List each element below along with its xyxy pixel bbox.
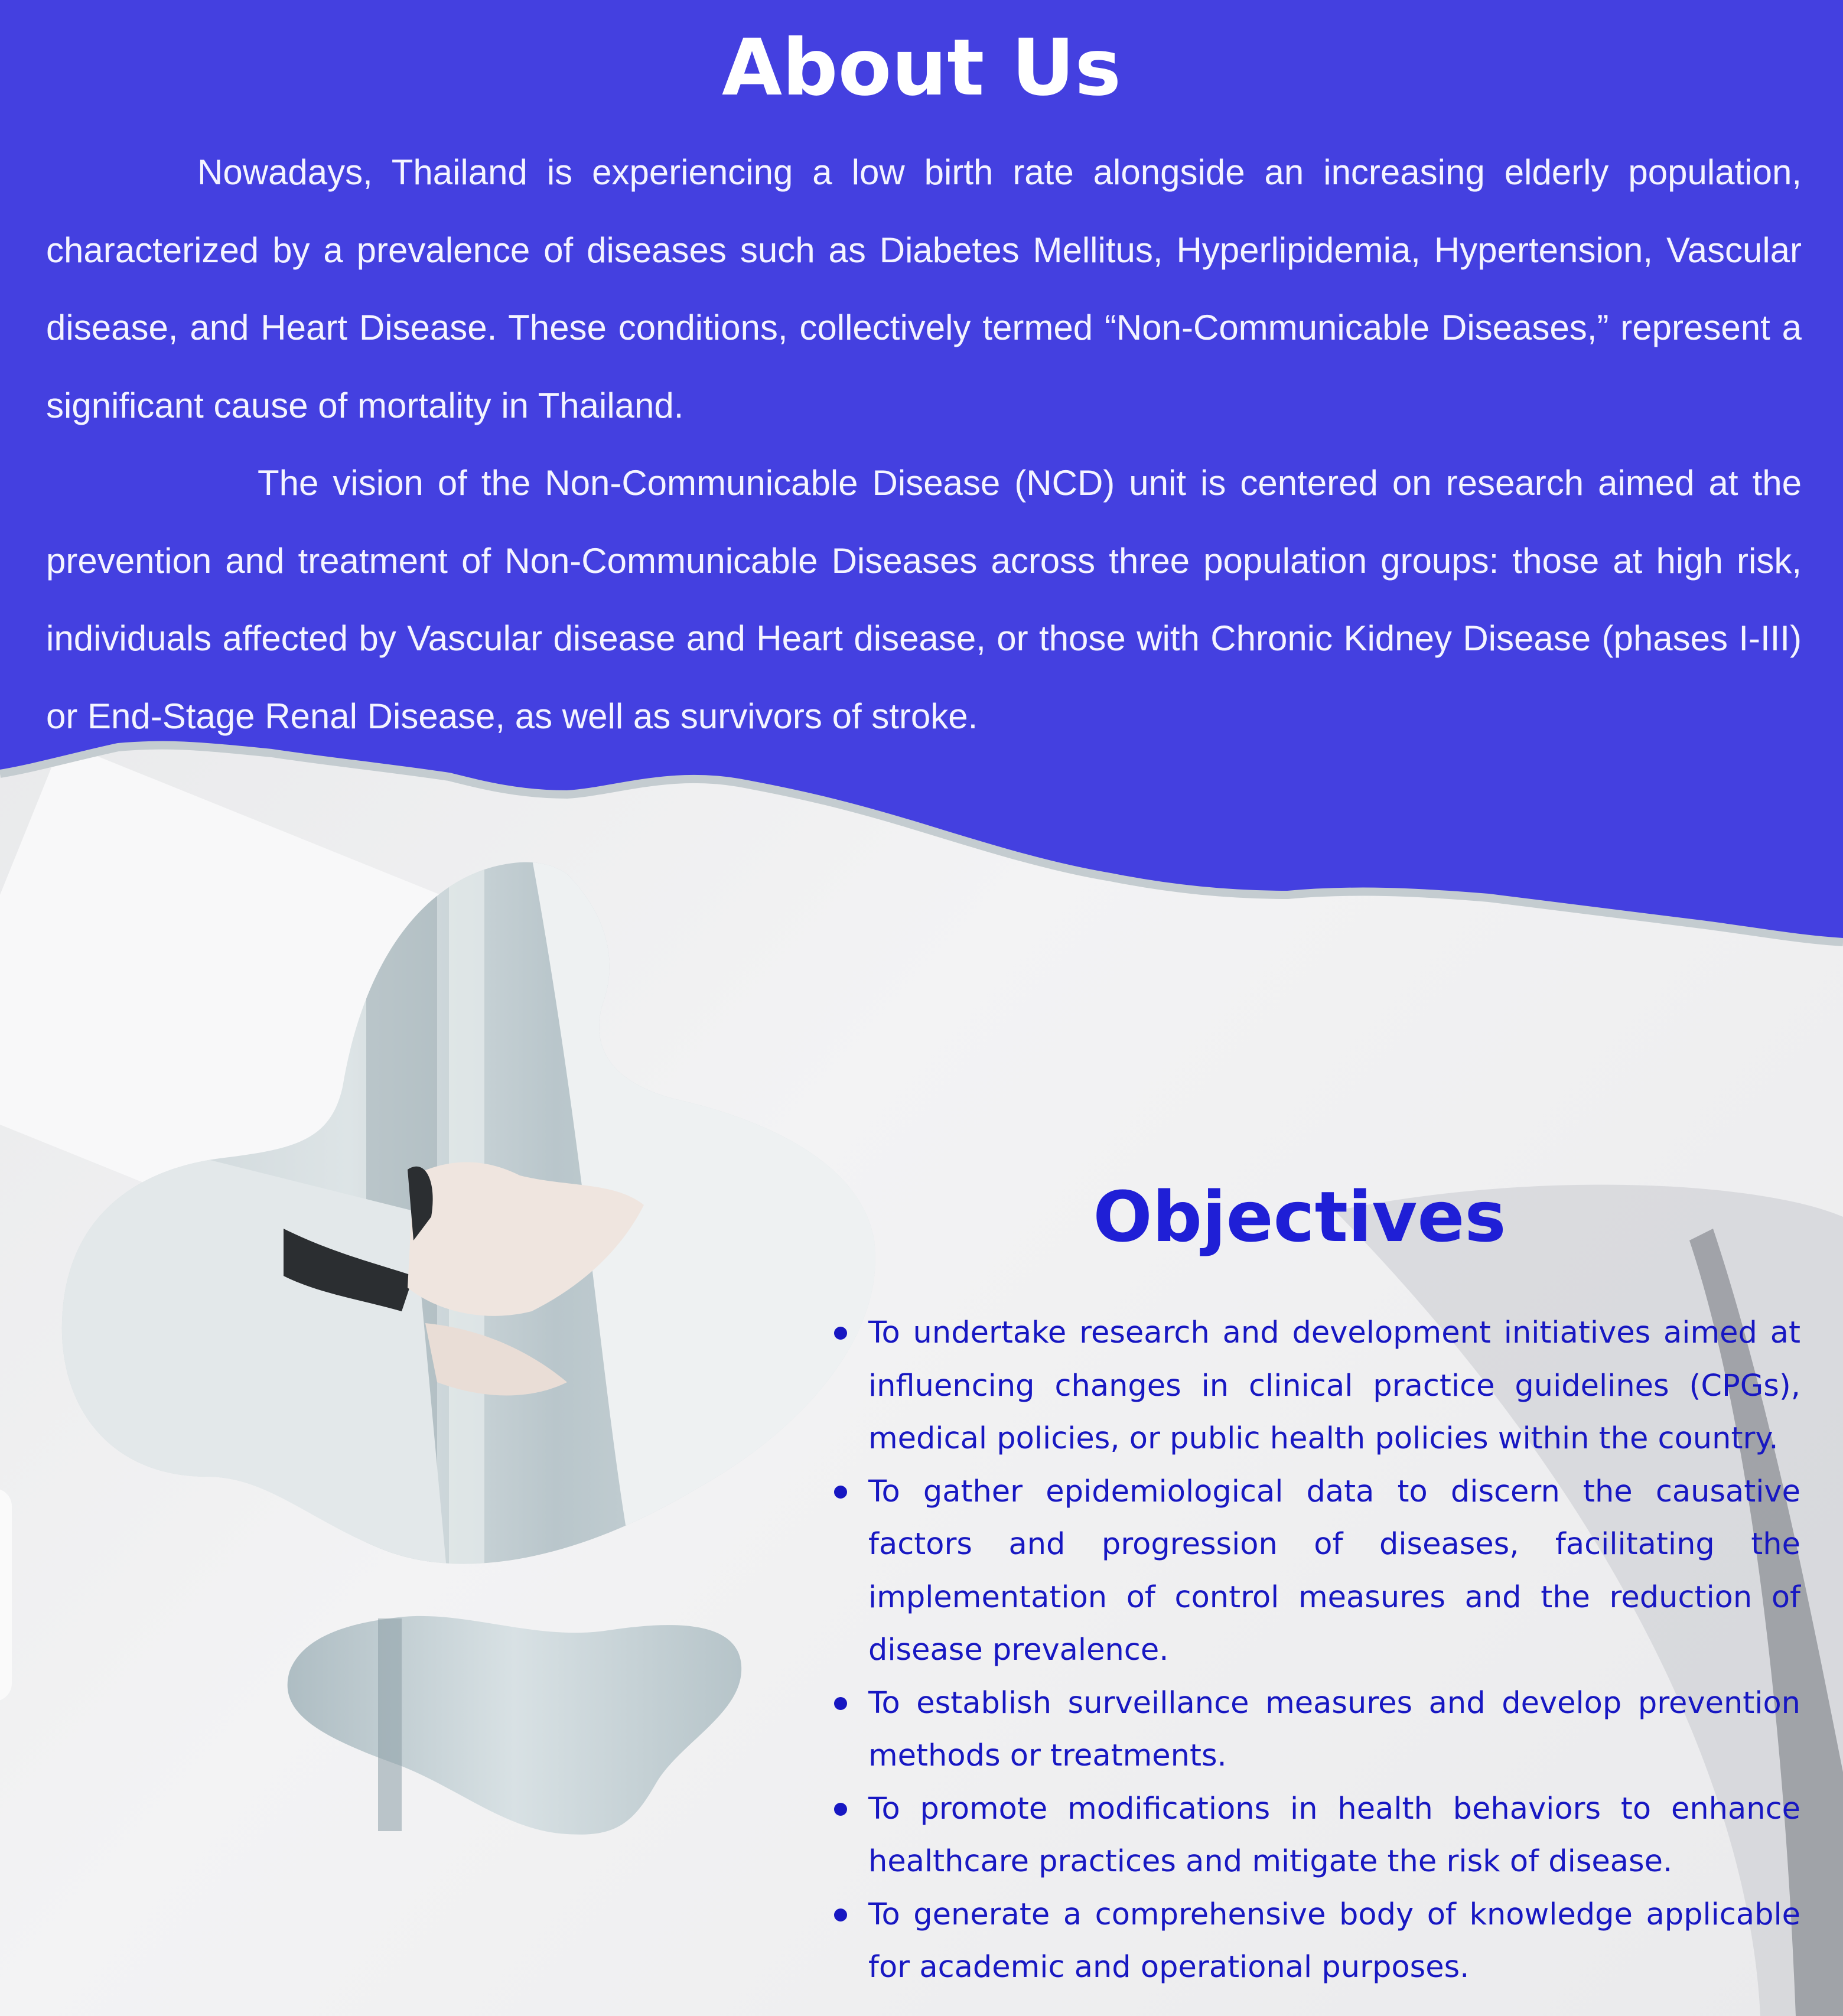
bullet-icon: [834, 1908, 847, 1921]
bullet-icon: [834, 1327, 847, 1340]
objective-item: [834, 1783, 1800, 1888]
objective-text: To establish surveillance measures and develop prevention methods or treatments.: [868, 1685, 1800, 1773]
objective-item: [834, 1307, 1800, 1465]
about-us-title: About Us: [721, 22, 1122, 113]
objectives-title: Objectives: [1093, 1176, 1506, 1258]
objective-item: [834, 1465, 1800, 1677]
bullet-icon: [834, 1803, 847, 1816]
objective-item: [834, 1888, 1800, 1994]
objective-text: To gather epidemiological data to discern the causative factors and progression of diseases, facilitating the implementation of control measures and the reduction of disease prevalence.: [868, 1474, 1800, 1667]
objectives-list: [834, 1307, 1800, 1994]
objective-text: To promote modifications in health behaviors to enhance healthcare practices and mitigate the risk of disease.: [868, 1791, 1800, 1879]
about-paragraph-2: The vision of the Non-Communicable Disease (NCD) unit is centered on research aimed at the prevention and treatment of Non-Communicable Diseases across three population groups: those at high risk, individuals affected by Vascular disease and Heart disease, or those with Chronic Kidney Disease (phases I-III) or End-Stage Renal Disease, as well as survivors of stroke.: [46, 463, 1802, 736]
bullet-icon: [834, 1486, 847, 1499]
objective-text: To generate a comprehensive body of knowledge applicable for academic and operational purposes.: [868, 1897, 1800, 1985]
about-us-body: [46, 133, 1802, 755]
objective-text: To undertake research and development initiatives aimed at influencing changes in clinical practice guidelines (CPGs), medical policies, or public health policies within the country.: [868, 1315, 1800, 1456]
bullet-icon: [834, 1697, 847, 1710]
objective-item: [834, 1677, 1800, 1783]
about-paragraph-1: Nowadays, Thailand is experiencing a low birth rate alongside an increasing elderly population, characterized by a prevalence of diseases such as Diabetes Mellitus, Hyperlipidemia, Hypertension, Vascular disease, and Heart Disease. These conditions, collectively termed “Non-Communicable Diseases,” represent a significant cause of mortality in Thailand.: [46, 152, 1802, 425]
